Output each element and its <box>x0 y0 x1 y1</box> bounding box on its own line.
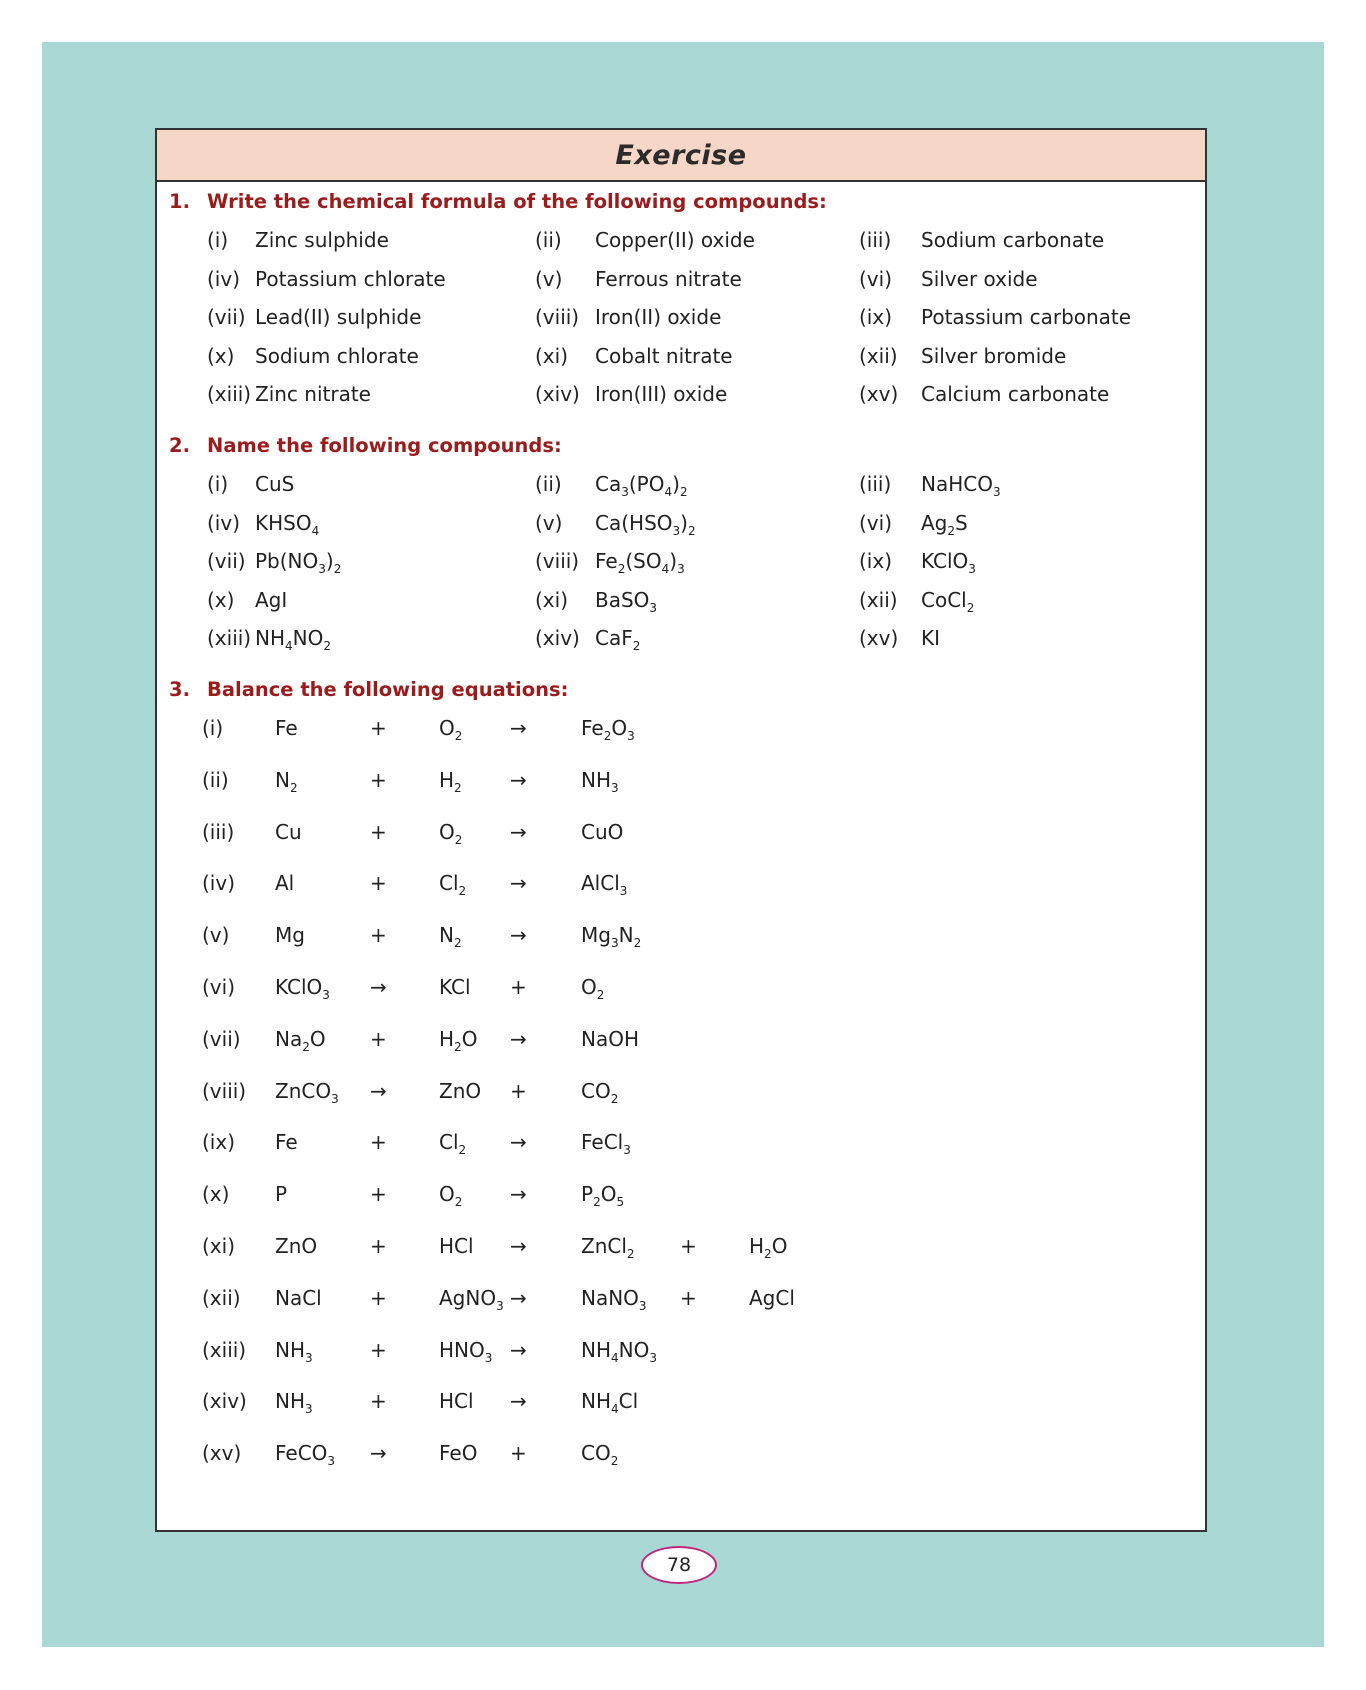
equation-operator: → <box>510 819 527 844</box>
equation-term: $NH_3$ <box>275 1389 313 1417</box>
item-label: (iv) <box>207 266 240 291</box>
equation-term: $O_2$ <box>581 975 605 1002</box>
equation-term: $O_2$ <box>439 716 463 743</box>
item-label: (ii) <box>535 472 562 496</box>
equation-term: KCl <box>439 975 471 999</box>
equation-label: (ix) <box>202 1130 235 1155</box>
equation-label: (xi) <box>202 1234 235 1258</box>
equation-term: $Na_2O$ <box>275 1026 326 1054</box>
item-text: Sodium carbonate <box>921 228 1105 252</box>
item-text: Silver oxide <box>921 266 1038 291</box>
item-text: Ferrous nitrate <box>595 266 742 291</box>
equation-operator: + <box>680 1234 697 1258</box>
item-text: CoCl$_2$ <box>921 587 975 615</box>
item-text: KI <box>921 626 941 650</box>
equation-operator: + <box>370 1130 387 1155</box>
item-text: Zinc nitrate <box>255 382 371 406</box>
equation-operator: + <box>370 716 387 740</box>
item-text: Cobalt nitrate <box>595 343 733 368</box>
item-text: $Ca_3(PO_4)_2$ <box>595 472 688 499</box>
item-label: (xiii) <box>207 382 252 406</box>
equation-operator: → <box>510 1234 527 1258</box>
equation-term: HCl <box>439 1234 474 1258</box>
question-2-heading: 2. Name the following compounds: <box>169 434 562 457</box>
equation-term: $O_2$ <box>439 819 463 847</box>
equation-operator: + <box>370 1234 387 1258</box>
item-label: (xv) <box>859 382 899 406</box>
equation-term: NaOH <box>581 1026 639 1051</box>
item-text: Calcium carbonate <box>921 382 1110 406</box>
equation-operator: + <box>680 1285 697 1310</box>
page-number-badge <box>641 1546 717 1584</box>
equation-operator: → <box>510 1337 527 1362</box>
equation-operator: → <box>510 1182 527 1207</box>
item-text: CuS <box>255 472 295 496</box>
equation-label: (ii) <box>202 767 229 792</box>
equation-label: (vii) <box>202 1026 241 1051</box>
equation-operator: → <box>370 1441 387 1466</box>
question-1-heading: 1. Write the chemical formula of the following compounds: <box>169 190 827 213</box>
equation-operator: + <box>370 871 387 896</box>
item-label: (xiv) <box>535 382 580 406</box>
equation-operator: + <box>510 1078 527 1103</box>
item-text: AgI <box>255 587 288 612</box>
equation-term: $NH_4Cl$ <box>581 1389 639 1417</box>
equation-term: $Fe_2O_3$ <box>581 716 635 743</box>
equation-operator: + <box>370 1182 387 1207</box>
equation-term: CuO <box>581 819 624 844</box>
item-label: (v) <box>535 510 563 535</box>
equation-term: $CO_2$ <box>581 1441 619 1469</box>
equation-term: $H_2$ <box>439 767 462 795</box>
equation-term: NaCl <box>275 1285 322 1310</box>
exercise-header <box>157 130 1205 182</box>
equation-term: $H_2O$ <box>439 1026 478 1054</box>
equation-term: AlCl$_3$ <box>581 871 628 899</box>
equation-label: (iv) <box>202 871 235 896</box>
equation-operator: → <box>370 975 387 999</box>
equation-term: $NH_4NO_3$ <box>581 1337 657 1365</box>
equation-term: Cu <box>275 819 302 844</box>
equation-term: Al <box>275 871 295 896</box>
item-text: Sodium chlorate <box>255 343 419 368</box>
equation-operator: + <box>370 923 387 948</box>
equation-operator: + <box>370 1389 387 1414</box>
equation-term: HCl <box>439 1389 474 1414</box>
equation-term: FeCO$_3$ <box>275 1441 336 1469</box>
item-label: (xi) <box>535 343 568 368</box>
equation-label: (xii) <box>202 1285 241 1310</box>
equation-term: ZnCO$_3$ <box>275 1078 339 1106</box>
item-label: (i) <box>207 472 229 496</box>
equation-term: Fe <box>275 1130 298 1155</box>
item-text: Potassium carbonate <box>921 305 1132 329</box>
equation-label: (v) <box>202 923 230 948</box>
item-label: (vii) <box>207 549 246 573</box>
equation-operator: + <box>370 1285 387 1310</box>
equation-operator: + <box>370 1337 387 1362</box>
equation-term: P <box>275 1182 288 1207</box>
item-text: $KHSO_4$ <box>255 510 320 538</box>
equation-operator: + <box>370 767 387 792</box>
question-3-heading: 3. Balance the following equations: <box>169 678 569 701</box>
item-label: (xii) <box>859 343 898 368</box>
item-text: $NH_4NO_2$ <box>255 626 331 653</box>
equation-term: ZnCl$_2$ <box>581 1234 635 1261</box>
item-label: (viii) <box>535 305 580 329</box>
item-label: (iii) <box>859 228 892 252</box>
item-label: (iv) <box>207 510 240 535</box>
item-label: (vii) <box>207 305 246 329</box>
equation-label: (viii) <box>202 1078 247 1103</box>
equation-term: AgNO$_3$ <box>439 1285 504 1313</box>
item-text: $Ag_2S$ <box>921 510 968 538</box>
item-text: BaSO$_3$ <box>595 587 658 615</box>
item-text: Silver bromide <box>921 343 1067 368</box>
item-label: (ii) <box>535 228 562 252</box>
equation-term: $Cl_2$ <box>439 1130 467 1158</box>
equation-label: (xiii) <box>202 1337 247 1362</box>
equation-label: (xv) <box>202 1441 242 1466</box>
item-label: (xi) <box>535 587 568 612</box>
item-label: (x) <box>207 587 235 612</box>
equation-operator: + <box>370 819 387 844</box>
equation-term: $N_2$ <box>439 923 462 951</box>
equation-operator: + <box>510 975 527 999</box>
equation-label: (xiv) <box>202 1389 247 1414</box>
equation-term: KClO$_3$ <box>275 975 330 1002</box>
equation-term: $O_2$ <box>439 1182 463 1210</box>
equation-term: Mg <box>275 923 305 948</box>
equation-label: (iii) <box>202 819 235 844</box>
equation-term: $NH_3$ <box>275 1337 313 1365</box>
equation-term: Fe <box>275 716 298 740</box>
equation-operator: → <box>510 1130 527 1155</box>
equation-operator: + <box>510 1441 527 1466</box>
exercise-page <box>155 128 1207 1532</box>
equation-term: $CO_2$ <box>581 1078 619 1106</box>
item-text: KClO$_3$ <box>921 549 976 576</box>
item-text: $Pb(NO_3)_2$ <box>255 549 342 576</box>
page-number: 78 <box>666 1554 692 1576</box>
item-label: (xii) <box>859 587 898 612</box>
equation-operator: + <box>370 1026 387 1051</box>
equation-label: (x) <box>202 1182 230 1207</box>
equation-term: AgCl <box>749 1285 795 1310</box>
exercise-title: Exercise <box>615 139 747 171</box>
equation-term: ZnO <box>275 1234 318 1258</box>
item-text: Lead(II) sulphide <box>255 305 422 329</box>
item-label: (ix) <box>859 305 892 329</box>
equation-operator: → <box>510 1026 527 1051</box>
equation-term: ZnO <box>439 1078 482 1103</box>
equation-term: $Mg_3N_2$ <box>581 923 642 951</box>
equation-operator: → <box>510 767 527 792</box>
item-label: (ix) <box>859 549 892 573</box>
item-label: (xv) <box>859 626 899 650</box>
item-label: (vi) <box>859 266 892 291</box>
item-label: (xiii) <box>207 626 252 650</box>
equation-operator: → <box>510 923 527 948</box>
equation-term: $Cl_2$ <box>439 871 467 899</box>
equation-term: $N_2$ <box>275 767 298 795</box>
item-label: (v) <box>535 266 563 291</box>
equation-term: $H_2O$ <box>749 1234 788 1261</box>
item-text: $Ca(HSO_3)_2$ <box>595 510 696 538</box>
equation-term: $HNO_3$ <box>439 1337 493 1365</box>
equation-operator: → <box>370 1078 387 1103</box>
item-text: Iron(II) oxide <box>595 305 722 329</box>
item-text: NaHCO$_3$ <box>921 472 1001 499</box>
equation-term: FeCl$_3$ <box>581 1130 631 1158</box>
item-label: (iii) <box>859 472 892 496</box>
equation-operator: → <box>510 1285 527 1310</box>
item-text: CaF$_2$ <box>595 626 641 653</box>
equation-term: FeO <box>439 1441 478 1466</box>
item-text: Iron(III) oxide <box>595 382 728 406</box>
equation-label: (vi) <box>202 975 235 999</box>
item-label: (i) <box>207 228 229 252</box>
equation-operator: → <box>510 871 527 896</box>
item-text: Copper(II) oxide <box>595 228 755 252</box>
equation-term: $NH_3$ <box>581 767 619 795</box>
item-text: Zinc sulphide <box>255 228 389 252</box>
item-label: (xiv) <box>535 626 580 650</box>
equation-operator: → <box>510 716 527 740</box>
item-label: (vi) <box>859 510 892 535</box>
item-label: (x) <box>207 343 235 368</box>
equation-term: $P_2O_5$ <box>581 1182 625 1210</box>
equation-label: (i) <box>202 716 224 740</box>
item-text: $Fe_2(SO_4)_3$ <box>595 549 685 576</box>
equation-operator: → <box>510 1389 527 1414</box>
item-label: (viii) <box>535 549 580 573</box>
equation-term: NaNO$_3$ <box>581 1285 647 1313</box>
item-text: Potassium chlorate <box>255 266 446 291</box>
